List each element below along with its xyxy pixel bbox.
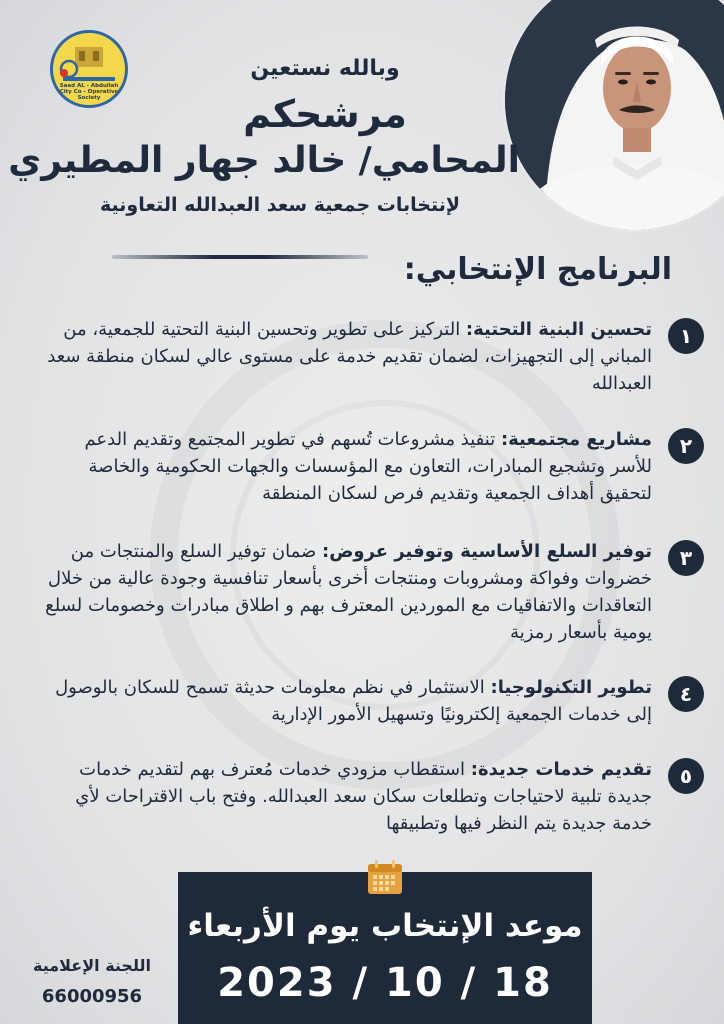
item-number-badge: ١ [668, 318, 704, 354]
contact-phone: 66000956 [41, 986, 143, 1007]
media-committee-label: اللجنة الإعلامية [33, 956, 151, 975]
cooperative-logo [50, 30, 128, 108]
header-candidate-label: مرشحكم [243, 92, 407, 136]
item-text [40, 426, 652, 507]
candidate-portrait [505, 0, 724, 230]
candidate-name: المحامي/ خالد جهار المطيري [8, 140, 520, 181]
item-number-badge: ٥ [668, 758, 704, 794]
calendar-icon [366, 858, 404, 896]
item-number-badge: ٣ [668, 540, 704, 576]
item-text [40, 538, 652, 646]
item-text [40, 756, 652, 837]
item-description: التركيز على تطوير وتحسين البنية التحتية للجمعية، من المباني إلى التجهيزات، لضمان تقديم خدمة على مستوى عالي لسكان منطقة سعد العبدالله [47, 319, 652, 394]
program-title: البرنامج الإنتخابي: [403, 252, 672, 287]
item-description: الاستثمار في نظم معلومات حديثة تسمح للسكان بالوصول إلى خدمات الجمعية إلكترونيًا وتسهيل الأمور الإدارية [55, 677, 652, 725]
header-divider [112, 255, 368, 259]
election-date-banner [178, 872, 592, 1024]
item-heading: تحسين البنية التحتية: [465, 319, 652, 340]
item-description: تنفيذ مشروعات تُسهم في تطوير المجتمع وتقديم الدعم للأسر وتشجيع المبادرات، التعاون مع المؤسسات والجهات الحكومية والخاصة لتحقيق أهداف الجمعية وتقديم فرص لسكان المنطقة [84, 429, 652, 504]
item-description: استقطاب مزودي خدمات مُعترف بهم لتقديم خدمات جديدة تلبية لاحتياجات وتطلعات سكان سعد العبدالله. وفتح باب الاقتراحات لأي خدمة جديدة يتم النظر فيها وتطبيقها [75, 759, 652, 834]
item-number-badge: ٢ [668, 428, 704, 464]
election-subtitle: لإنتخابات جمعية سعد العبدالله التعاونية [99, 194, 461, 216]
election-date: 2023 / 10 / 18 [217, 960, 553, 1006]
header-line1: وبالله نستعين [250, 56, 400, 81]
election-day-text: موعد الإنتخاب يوم الأربعاء [187, 908, 583, 944]
item-description: ضمان توفير السلع والمنتجات من خضروات وفواكة ومشروبات ومنتجات أخرى بأسعار تنافسية وجودة عالية من خلال التعاقدات والاتفاقيات مع الموردين المعترف بهم و اطلاق مبادرات وخصومات لسلع يومية بأسعار رمزية [45, 541, 652, 643]
item-text [40, 316, 652, 397]
item-heading: تقديم خدمات جديدة: [470, 759, 652, 780]
logo-text: Saad AL - Abdullah City Co - Operative Society [59, 83, 119, 101]
item-heading: مشاريع مجتمعية: [500, 429, 652, 450]
item-heading: توفير السلع الأساسية وتوفير عروض: [322, 541, 652, 562]
item-number-badge: ٤ [668, 676, 704, 712]
item-heading: تطوير التكنولوجيا: [490, 677, 652, 698]
item-text [40, 674, 652, 728]
